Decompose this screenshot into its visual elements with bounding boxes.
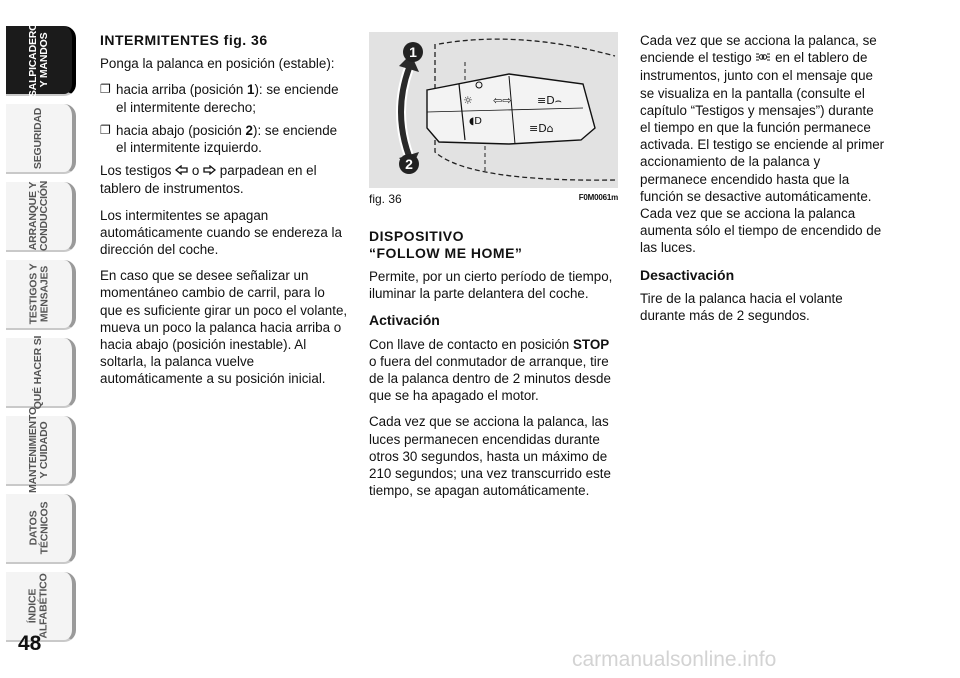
list-item xyxy=(100,122,350,156)
right-turn-arrow-icon xyxy=(203,163,216,180)
svg-text:≡D⌂: ≡D⌂ xyxy=(529,122,554,135)
tab-label: ÍNDICE ALFABÉTICO xyxy=(27,573,50,639)
subheading-desactivacion: Desactivación xyxy=(640,266,735,283)
figure-caption xyxy=(369,192,618,208)
heading-text: INTERMITENTES xyxy=(100,32,220,48)
tab-label: MANTENIMIENTO Y CUIDADO xyxy=(27,407,50,493)
tab-label: ARRANQUE Y CONDUCCIÓN xyxy=(27,180,50,252)
tab-label: QUÉ HACER SI xyxy=(32,335,45,409)
paragraph: Los intermitentes se apagan automáticamente cuando se endereza la dirección del coche. xyxy=(100,207,342,258)
subheading-activacion: Activación xyxy=(369,312,440,329)
tab-datos-tecnicos[interactable] xyxy=(6,494,76,564)
text: en el tablero de instrumentos, junto con el mensaje que se visualiza en la pantalla (consulte el capítulo “Testigos y mensajes”) durante el tiempo en que la función permanece activada. El testigo se enciende al primer accionamiento de la palanca y permanece encendido hasta que la función se desactive automáticamente. Cada vez que se acciona la palanca aumenta sólo el tiempo de encendido de las luces. xyxy=(640,50,885,256)
svg-text:☼: ☼ xyxy=(463,94,473,107)
callout-1: 1 xyxy=(409,44,417,60)
paragraph: En caso que se desee señalizar un momentáneo cambio de carril, para lo que es suficiente girar un poco el volante, mueva un poco la palanca hacia arriba o hacia abajo (posición inestable). Al soltarla, la palanca vuelve automáticamente a su posición inicial. xyxy=(100,268,348,387)
paragraph: Permite, por un cierto período de tiempo, iluminar la parte delantera del coche. xyxy=(369,269,613,302)
checkbox-icon: ❐ xyxy=(100,82,111,97)
paragraph xyxy=(369,336,618,405)
text: parpadean en el tablero de instrumentos. xyxy=(100,163,317,197)
tab-label: SEGURIDAD xyxy=(32,107,45,169)
checkbox-icon: ❐ xyxy=(100,122,111,137)
tab-label: TESTIGOS Y MENSAJES xyxy=(26,263,50,325)
heading-line: “FOLLOW ME HOME” xyxy=(369,245,523,261)
list-item xyxy=(100,81,350,115)
section-heading xyxy=(369,228,618,262)
text: Los testigos xyxy=(100,163,176,179)
heading-figure-ref: fig. 36 xyxy=(223,32,268,48)
left-turn-arrow-icon xyxy=(175,163,188,180)
callout-2: 2 xyxy=(405,156,413,172)
testigos-paragraph xyxy=(100,162,350,197)
svg-text:◖D: ◖D xyxy=(469,116,482,127)
paragraph: Tire de la palanca hacia el volante durante más de 2 segundos. xyxy=(640,290,843,324)
tab-testigos[interactable] xyxy=(6,260,76,330)
tab-mantenimiento[interactable] xyxy=(6,407,76,493)
figure-code: F0M0061m xyxy=(578,193,618,202)
text: hacia abajo (posición xyxy=(116,122,246,138)
paragraph xyxy=(640,32,887,257)
text: o fuera del conmutador de arranque, tire de la palanca dentro de 2 minutos desde que se ha apagado el motor. xyxy=(369,353,611,404)
heading-line: DISPOSITIVO xyxy=(369,228,464,244)
column-intermitentes xyxy=(100,32,350,397)
svg-text:≡D⌢: ≡D⌢ xyxy=(537,94,562,107)
position-number: 2 xyxy=(245,122,253,138)
text: Con llave de contacto en posición xyxy=(369,336,573,352)
page-number: 48 xyxy=(18,632,42,655)
intro-text: Ponga la palanca en posición (estable): xyxy=(100,56,335,72)
position-number: 1 xyxy=(247,82,255,98)
tab-que-hacer-si[interactable] xyxy=(6,335,76,409)
tab-salpicadero[interactable] xyxy=(6,22,76,98)
column-continued xyxy=(640,32,887,333)
text: ): se enciende el intermitente izquierdo. xyxy=(116,122,338,156)
tab-label: DATOS TÉCNICOS xyxy=(27,501,50,555)
text: hacia arriba (posición xyxy=(116,82,247,98)
text: ): se enciende el intermitente derecho; xyxy=(116,82,339,115)
text: o xyxy=(188,163,204,179)
text: Cada vez que se acciona la palanca, se enciende el testigo xyxy=(640,33,877,66)
tab-seguridad[interactable] xyxy=(6,104,76,174)
position-lights-icon xyxy=(755,50,771,67)
lever-illustration xyxy=(369,32,618,188)
paragraph: Cada vez que se acciona la palanca, las luces permanecen encendidas durante otros 30 segundos, hasta un máximo de 210 segundos; una vez transcurrido este tiempo, se apagan automáticamente. xyxy=(369,414,611,499)
section-heading xyxy=(100,32,350,49)
bold-text: STOP xyxy=(572,336,610,352)
tab-label: SALPICADERO Y MANDOS xyxy=(27,22,51,98)
tab-arranque[interactable] xyxy=(6,182,76,252)
svg-text:⇦⇨: ⇦⇨ xyxy=(493,94,512,107)
watermark: carmanualsonline.info xyxy=(572,648,777,671)
figure-number: fig. 36 xyxy=(369,192,402,206)
column-follow-me-home xyxy=(369,228,618,508)
